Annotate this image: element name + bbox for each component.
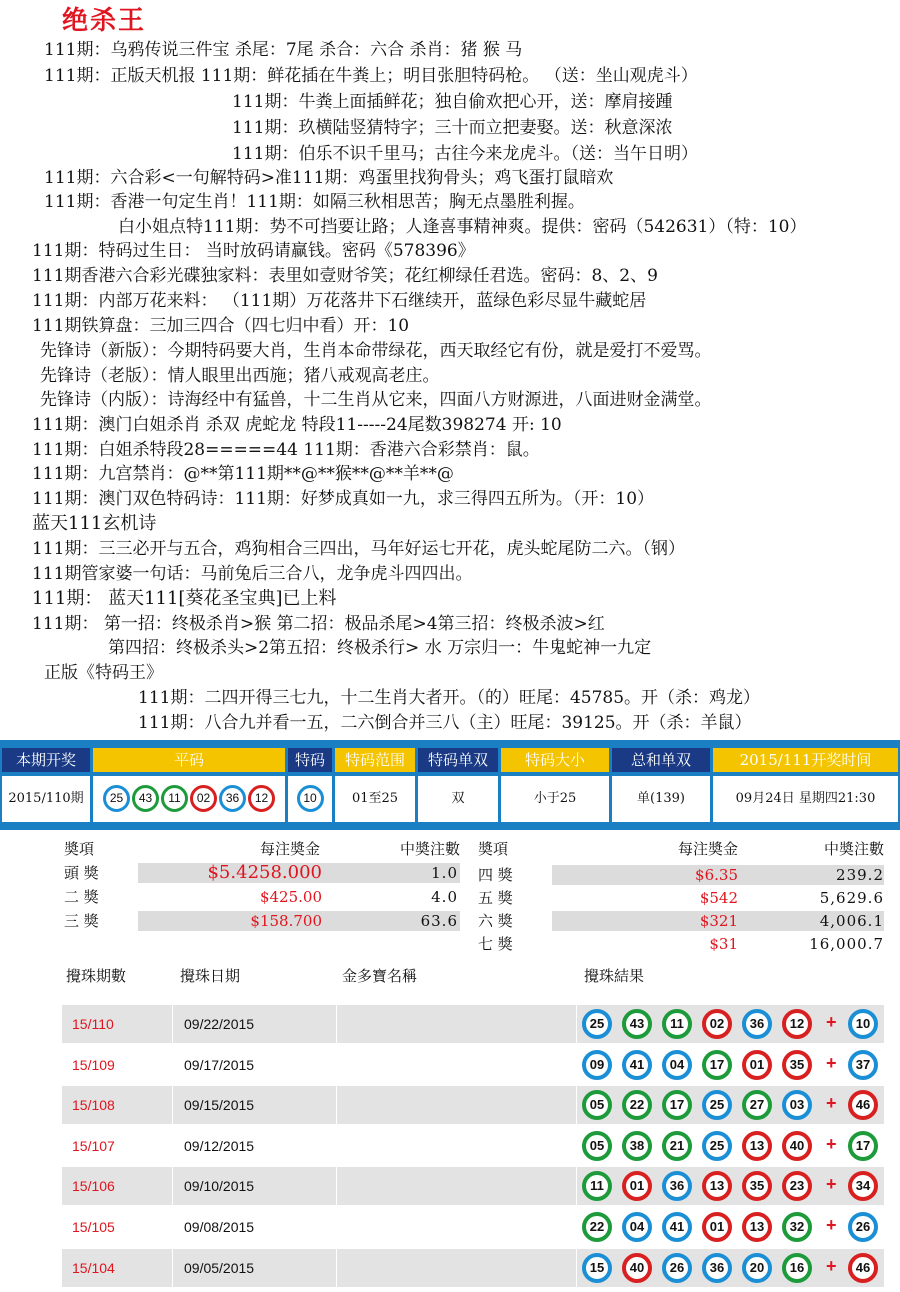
special-ball: 46 — [848, 1090, 878, 1120]
prediction-line: 111期：内部万花来料： （111期）万花落井下石继续开，蓝绿色彩尽显牛藏蛇居 — [32, 291, 647, 311]
column-divider — [576, 1167, 577, 1205]
prize-name: 六 獎 — [478, 912, 513, 930]
prize-amount: $5.4258.000 — [207, 862, 322, 883]
special-ball: 26 — [848, 1212, 878, 1242]
history-row — [62, 1086, 884, 1124]
result-value-cell — [288, 776, 332, 822]
history-period: 15/105 — [72, 1219, 115, 1235]
prize-name: 七 獎 — [478, 935, 513, 953]
prediction-line: 白小姐点特111期：势不可挡要让路；人逢喜事精神爽。提供：密码（542631）（特：10） — [118, 217, 807, 237]
history-date: 09/10/2015 — [184, 1178, 255, 1195]
prize-name: 二 獎 — [64, 888, 99, 906]
prediction-line: 先锋诗（内版）：诗海经中有猛兽，十二生肖从它来，四面八方财源进，八面进财金满堂。 — [40, 390, 712, 410]
lottery-ball: 35 — [782, 1050, 812, 1080]
history-column-header: 金多寶名稱 — [342, 967, 418, 985]
prediction-line: 111期：澳门白姐杀肖 杀双 虎蛇龙 特段11-----24尾数398274 开: 10 — [32, 415, 562, 435]
lottery-ball: 43 — [622, 1009, 652, 1039]
prize-column-header: 中奬注數 — [399, 840, 460, 858]
history-row — [62, 1249, 884, 1287]
history-date: 09/17/2015 — [184, 1056, 255, 1073]
page-title: 绝杀王 — [62, 6, 147, 36]
special-ball: 46 — [848, 1253, 878, 1283]
prediction-line: 111期：乌鸦传说三件宝 杀尾：7尾 杀合：六合 杀肖：猪 猴 马 — [44, 40, 523, 60]
history-date: 09/05/2015 — [184, 1259, 255, 1276]
prediction-line: 正版《特码王》 — [44, 663, 163, 683]
special-ball: 37 — [848, 1050, 878, 1080]
column-divider — [336, 1208, 337, 1246]
history-row — [62, 1127, 884, 1165]
history-date: 09/22/2015 — [184, 1016, 255, 1032]
result-value-cell: 单(139) — [612, 776, 710, 822]
history-period: 15/110 — [72, 1016, 114, 1032]
lottery-ball: 36 — [702, 1253, 732, 1283]
result-header-cell: 特码 — [288, 748, 332, 772]
lottery-ball: 25 — [103, 785, 130, 812]
result-header-cell: 本期开奖 — [2, 748, 90, 772]
plus-sign: + — [826, 1012, 837, 1032]
prize-row — [64, 886, 462, 908]
history-column-header: 攪珠期數 — [66, 967, 127, 985]
plus-sign: + — [826, 1174, 837, 1195]
prize-amount: $425.00 — [259, 888, 322, 906]
lottery-ball: 25 — [702, 1090, 732, 1120]
prize-column-header: 每注奬金 — [677, 840, 738, 858]
lottery-ball: 13 — [742, 1131, 772, 1161]
lottery-ball: 38 — [622, 1131, 652, 1161]
result-value-cell — [93, 776, 285, 822]
prize-name: 四 獎 — [478, 866, 513, 884]
history-period: 15/104 — [72, 1259, 115, 1276]
prize-count: 16,000.7 — [809, 935, 884, 953]
lottery-ball: 27 — [742, 1090, 772, 1120]
lottery-ball: 11 — [161, 785, 188, 812]
plus-sign: + — [826, 1255, 837, 1276]
lottery-ball: 13 — [702, 1171, 732, 1201]
result-value-cell: 09月24日 星期四21:30 — [713, 776, 898, 822]
lottery-ball: 01 — [742, 1050, 772, 1080]
column-divider — [336, 1167, 337, 1205]
prediction-line: 蓝天111玄机诗 — [32, 513, 157, 534]
lottery-ball: 22 — [582, 1212, 612, 1242]
history-date: 09/15/2015 — [184, 1097, 255, 1114]
prize-column-header: 奬項 — [64, 840, 95, 858]
result-header-cell: 平码 — [93, 748, 285, 772]
history-row — [62, 1046, 884, 1084]
lottery-ball: 26 — [662, 1253, 692, 1283]
lottery-ball: 02 — [190, 785, 217, 812]
lottery-ball: 04 — [622, 1212, 652, 1242]
lottery-ball: 36 — [742, 1009, 772, 1039]
plus-sign: + — [826, 1093, 837, 1114]
prediction-line: 111期：正版天机报 111期：鲜花插在牛粪上；明目张胆特码枪。 （送：坐山观虎斗） — [44, 66, 698, 86]
column-divider — [576, 1249, 577, 1287]
special-ball: 10 — [848, 1009, 878, 1039]
prediction-line: 111期：伯乐不识千里马；古往今来龙虎斗。（送：当午日明） — [232, 144, 698, 164]
lottery-ball: 25 — [582, 1009, 612, 1039]
result-value-cell: 2015/110期 — [2, 776, 90, 822]
column-divider — [172, 1127, 173, 1165]
history-period: 15/109 — [72, 1056, 115, 1073]
prize-amount: $321 — [699, 912, 738, 930]
lottery-ball: 12 — [248, 785, 275, 812]
prize-count: 4,006.1 — [819, 912, 884, 930]
column-divider — [172, 1005, 173, 1043]
prize-amount: $31 — [709, 935, 738, 953]
lottery-ball: 01 — [702, 1212, 732, 1242]
prediction-line: 111期：白姐杀特段28=====44 111期：香港六合彩禁肖：鼠。 — [32, 440, 540, 460]
prediction-line: 111期： 蓝天111[葵花圣宝典]已上料 — [32, 588, 337, 609]
lottery-ball: 23 — [782, 1171, 812, 1201]
history-date: 09/08/2015 — [184, 1219, 255, 1235]
lottery-ball: 22 — [622, 1090, 652, 1120]
lottery-ball: 36 — [219, 785, 246, 812]
prize-count: 239.2 — [836, 866, 884, 884]
lottery-ball: 09 — [582, 1050, 612, 1080]
prize-row — [64, 910, 462, 932]
column-divider — [576, 1005, 577, 1043]
column-divider — [336, 1005, 337, 1043]
lottery-ball: 40 — [782, 1131, 812, 1161]
prediction-line: 111期：六合彩<一句解特码>准111期：鸡蛋里找狗骨头；鸡飞蛋打鼠暗欢 — [44, 168, 614, 188]
history-period: 15/108 — [72, 1097, 115, 1114]
prize-row — [478, 910, 884, 932]
column-divider — [172, 1046, 173, 1084]
lottery-ball: 04 — [662, 1050, 692, 1080]
prediction-line: 111期铁算盘：三加三四合（四七归中看）开：10 — [32, 316, 410, 336]
prediction-line: 111期： 第一招：终极杀肖>猴 第二招：极品杀尾>4第三招：终极杀波>红 — [32, 614, 605, 634]
special-ball: 17 — [848, 1131, 878, 1161]
prize-column-header: 奬項 — [478, 840, 509, 858]
prediction-line: 111期：九宫禁肖：@**第111期**@**猴**@**羊**@ — [32, 464, 454, 484]
lottery-ball: 05 — [582, 1131, 612, 1161]
lottery-ball: 17 — [702, 1050, 732, 1080]
prize-amount: $158.700 — [250, 912, 322, 930]
result-value-cell: 小于25 — [501, 776, 609, 822]
prize-row — [64, 862, 462, 884]
lottery-ball: 40 — [622, 1253, 652, 1283]
lottery-ball: 12 — [782, 1009, 812, 1039]
history-column-header: 攪珠結果 — [584, 967, 645, 985]
prediction-line: 111期：二四开得三七九，十二生肖大者开。（的）旺尾：45785。开（杀：鸡龙） — [138, 688, 761, 708]
lottery-ball: 41 — [662, 1212, 692, 1242]
lottery-ball: 43 — [132, 785, 159, 812]
lottery-ball: 01 — [622, 1171, 652, 1201]
prediction-line: 111期：澳门双色特码诗：111期：好梦成真如一九，求三得四五所为。（开：10） — [32, 489, 655, 509]
prediction-line: 111期：八合九并看一五，二六倒合并三八（主）旺尾：39125。开（杀：羊鼠） — [138, 713, 752, 733]
column-divider — [336, 1086, 337, 1124]
column-divider — [576, 1127, 577, 1165]
draw-result-table — [0, 740, 900, 830]
prize-count: 5,629.6 — [819, 889, 884, 907]
plus-sign: + — [826, 1215, 837, 1235]
prize-amount: $6.35 — [695, 866, 738, 884]
prediction-line: 第四招：终极杀头>2第五招：终极杀行> 水 万宗归一：牛鬼蛇神一九定 — [108, 638, 652, 658]
lottery-ball: 11 — [582, 1171, 612, 1201]
column-divider — [172, 1249, 173, 1287]
history-row — [62, 1208, 884, 1246]
result-header-cell: 特码范围 — [335, 748, 415, 772]
prediction-line: 111期：三三必开与五合，鸡狗相合三四出，马年好运七开花，虎头蛇尾防二六。（钢） — [32, 539, 685, 559]
lottery-ball: 35 — [742, 1171, 772, 1201]
prize-name: 三 獎 — [64, 912, 99, 930]
prize-row — [478, 864, 884, 886]
history-period: 15/106 — [72, 1178, 115, 1195]
history-row — [62, 1005, 884, 1043]
column-divider — [576, 1208, 577, 1246]
lottery-ball: 17 — [662, 1090, 692, 1120]
prediction-line: 先锋诗（新版）：今期特码要大肖，生肖本命带绿花，西天取经它有份，就是爱打不爱骂。 — [40, 341, 712, 361]
prize-count: 1.0 — [431, 864, 458, 882]
history-column-header: 攪珠日期 — [180, 967, 241, 985]
lottery-ball: 25 — [702, 1131, 732, 1161]
history-period: 15/107 — [72, 1137, 115, 1154]
prediction-line: 111期：特码过生日： 当时放码请赢钱。密码《578396》 — [32, 241, 475, 261]
special-ball: 34 — [848, 1171, 878, 1201]
prediction-line: 111期：玖横陆竖猜特字；三十而立把妻娶。送：秋意深浓 — [232, 118, 673, 138]
column-divider — [172, 1167, 173, 1205]
lottery-ball: 15 — [582, 1253, 612, 1283]
column-divider — [172, 1086, 173, 1124]
result-value-cell: 01至25 — [335, 776, 415, 822]
prediction-line: 先锋诗（老版）：情人眼里出西施；猪八戒观高老庄。 — [40, 366, 440, 386]
history-row — [62, 1167, 884, 1205]
prize-count: 4.0 — [431, 888, 458, 906]
history-date: 09/12/2015 — [184, 1137, 255, 1154]
column-divider — [576, 1046, 577, 1084]
lottery-ball: 05 — [582, 1090, 612, 1120]
lottery-ball: 13 — [742, 1212, 772, 1242]
plus-sign: + — [826, 1052, 837, 1073]
lottery-ball: 02 — [702, 1009, 732, 1039]
lottery-ball: 32 — [782, 1212, 812, 1242]
column-divider — [576, 1086, 577, 1124]
result-header-cell: 特码单双 — [418, 748, 498, 772]
result-value-cell: 双 — [418, 776, 498, 822]
prediction-line: 111期香港六合彩光碟独家料：表里如壹财爷笑；花红柳绿任君选。密码：8、2、9 — [32, 266, 658, 286]
lottery-ball: 21 — [662, 1131, 692, 1161]
column-divider — [336, 1249, 337, 1287]
lottery-ball: 03 — [782, 1090, 812, 1120]
prize-column-header: 中奬注數 — [823, 840, 884, 858]
prize-row — [478, 933, 884, 955]
lottery-ball: 41 — [622, 1050, 652, 1080]
result-header-cell: 2015/111开奖时间 — [713, 748, 898, 772]
prize-row — [478, 887, 884, 909]
prediction-line: 111期管家婆一句话：马前兔后三合八，龙争虎斗四四出。 — [32, 564, 473, 584]
lottery-ball: 11 — [662, 1009, 692, 1039]
lottery-ball: 20 — [742, 1253, 772, 1283]
column-divider — [336, 1127, 337, 1165]
prize-count: 63.6 — [420, 912, 458, 930]
lottery-ball: 36 — [662, 1171, 692, 1201]
prize-amount: $542 — [699, 889, 738, 907]
prize-name: 頭 獎 — [64, 864, 99, 882]
column-divider — [336, 1046, 337, 1084]
prize-name: 五 獎 — [478, 889, 513, 907]
column-divider — [172, 1208, 173, 1246]
prize-column-header: 每注奬金 — [259, 840, 320, 858]
prediction-line: 111期：牛粪上面插鲜花；独自偷欢把心开，送：摩肩接踵 — [232, 92, 673, 112]
plus-sign: + — [826, 1133, 837, 1154]
result-header-cell: 特码大小 — [501, 748, 609, 772]
lottery-ball: 16 — [782, 1253, 812, 1283]
prediction-line: 111期：香港一句定生肖！111期：如隔三秋相思苦；胸无点墨胜利握。 — [44, 192, 585, 212]
result-header-cell: 总和单双 — [612, 748, 710, 772]
special-ball: 10 — [297, 785, 324, 812]
